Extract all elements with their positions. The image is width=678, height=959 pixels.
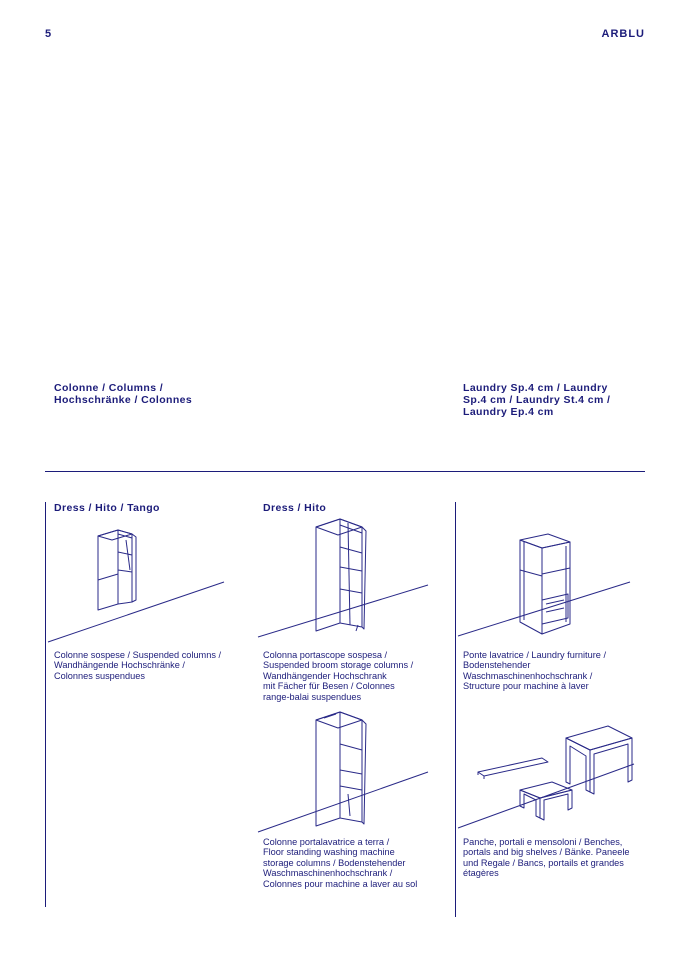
section-divider [45,471,645,472]
column-title-2: Dress / Hito [263,502,327,514]
caption-suspended-columns: Colonne sospese / Suspended columns / Wandhängende Hochschränke / Colonnes suspendues [54,650,222,681]
caption-broom-columns: Colonna portascope sospesa / Suspended broom storage columns / Wandhängender Hochschrank mit Fächer für Besen / Colonnes range-balai suspendues [263,650,414,702]
caption-benches-portals-shelves: Panche, portali e mensoloni / Benches, portals and big shelves / Bänke. Paneele und Regale / Bancs, portails et grandes étagères [463,837,630,879]
benches-shelves-icon [458,720,638,830]
caption-washing-machine-columns: Colonne portalavatrice a terra / Floor standing washing machine storage columns / Bodenstehender Waschmaschinenhochschrank / Colonnes pour machine a laver au sol [263,837,418,889]
caption-laundry-structure: Ponte lavatrice / Laundry furniture / Bodenstehender Waschmaschinenhochschrank / Structure pour machine à laver [463,650,606,692]
laundry-structure-icon [458,530,638,640]
section-heading-columns: Colonne / Columns / Hochschränke / Colonnes [54,382,193,406]
broom-column-icon [258,515,438,640]
washing-machine-column-icon [258,710,438,835]
column-title-1: Dress / Hito / Tango [54,502,160,514]
column-divider-left [45,502,46,907]
column-divider-right [455,502,456,917]
brand-logo: ARBLU [601,28,645,40]
section-heading-laundry: Laundry Sp.4 cm / Laundry Sp.4 cm / Laundry St.4 cm / Laundry Ep.4 cm [463,382,611,418]
suspended-column-icon [48,520,228,645]
page-number: 5 [45,28,52,40]
